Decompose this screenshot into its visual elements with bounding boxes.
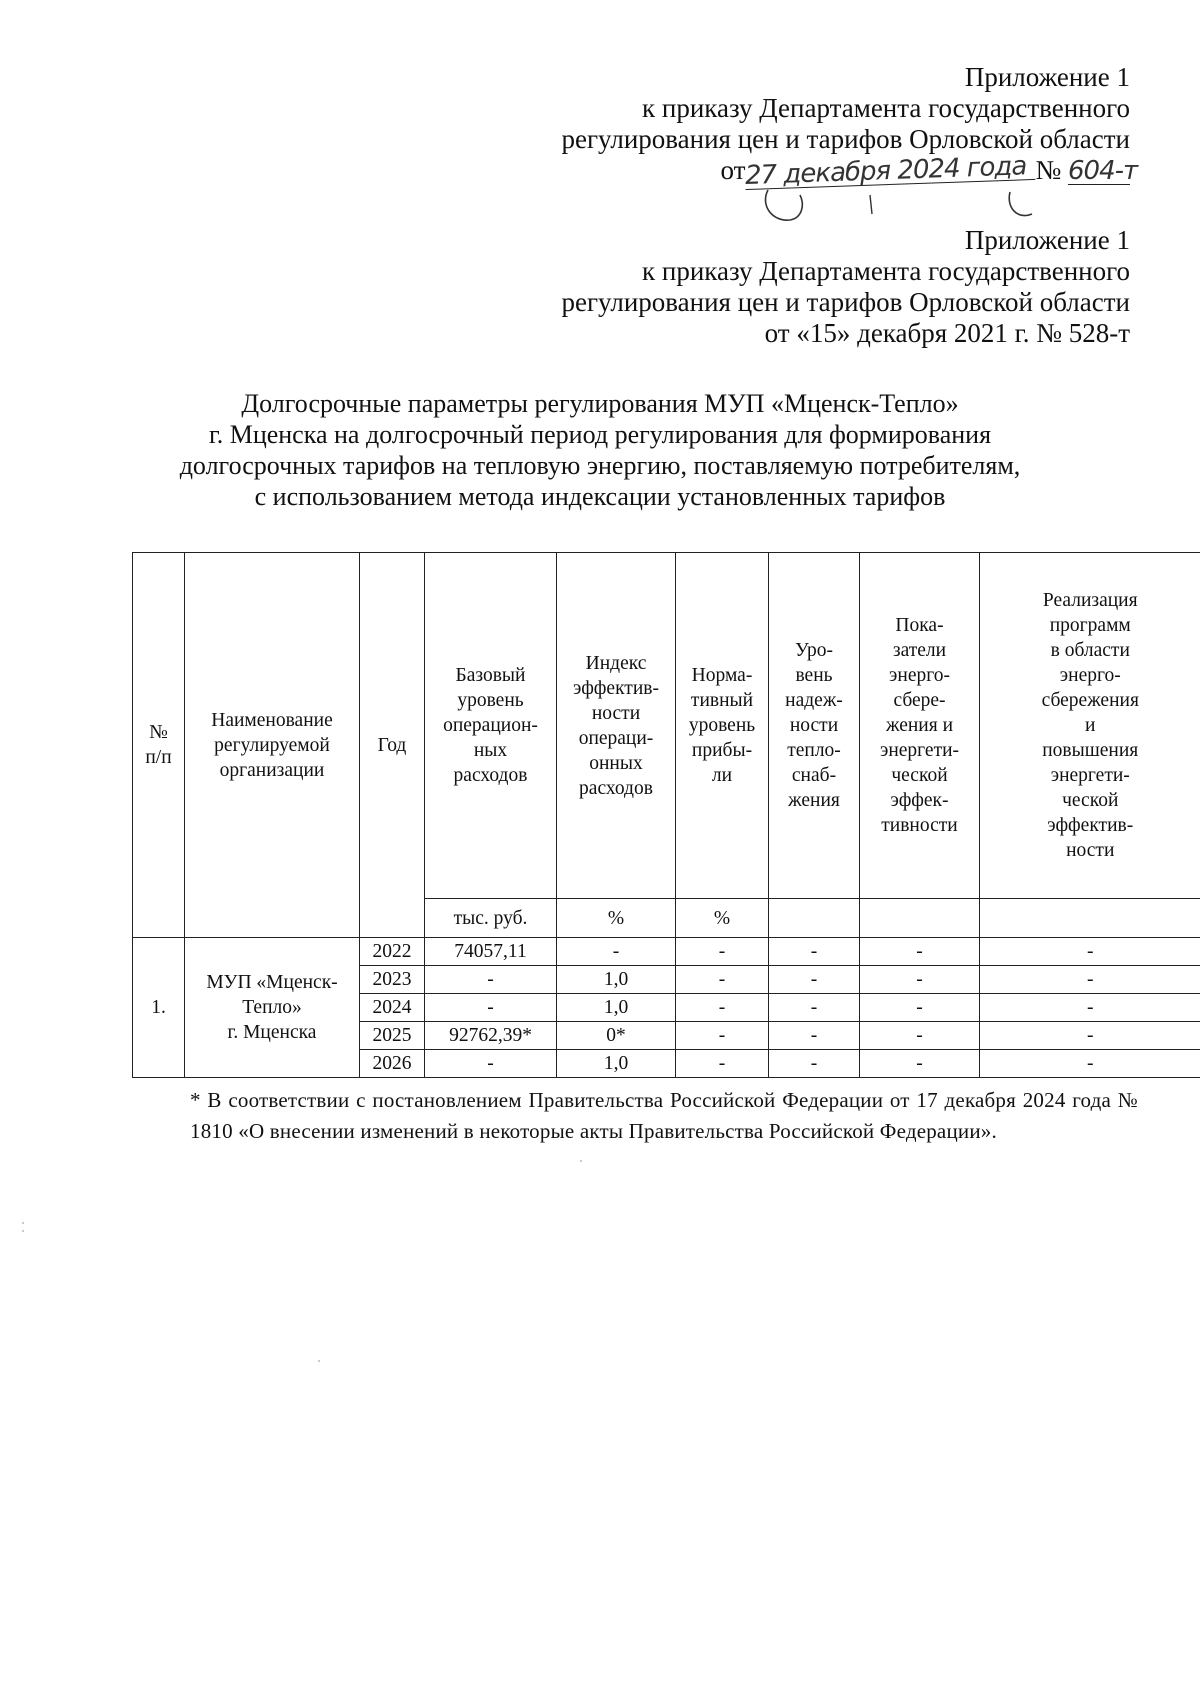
header-text-line: Индекс bbox=[585, 652, 647, 674]
header-text-line: операцион- bbox=[443, 715, 538, 736]
cell-reliability: - bbox=[769, 966, 860, 994]
header-text-line: повышения bbox=[1042, 740, 1139, 761]
header-text-line: тивности bbox=[881, 815, 958, 836]
unit-energy bbox=[860, 899, 980, 938]
unit-programs bbox=[980, 899, 1200, 938]
cell-year: 2024 bbox=[360, 994, 425, 1022]
header-text-line: уровень bbox=[688, 715, 756, 736]
cell-base: - bbox=[425, 966, 557, 994]
cell-profit: - bbox=[676, 966, 769, 994]
header-text-line: операци- bbox=[578, 727, 654, 749]
col-header-num bbox=[133, 553, 185, 938]
header-text-line: сбере- bbox=[893, 690, 946, 711]
header-text-line: жения bbox=[788, 790, 840, 811]
cell-programs: - bbox=[980, 1050, 1200, 1078]
organization-name-line: г. Мценска bbox=[227, 1022, 317, 1043]
col-header-profit bbox=[676, 553, 769, 899]
header-text-line: ности bbox=[591, 702, 641, 724]
cell-index: 1,0 bbox=[557, 966, 676, 994]
header-text-line: программ bbox=[1049, 615, 1131, 636]
cell-programs: - bbox=[980, 1022, 1200, 1050]
header-text-line: в области bbox=[1050, 640, 1130, 661]
header-text-line: № bbox=[149, 722, 168, 743]
annex-header-current bbox=[561, 62, 1138, 192]
col-header-energy-saving bbox=[860, 553, 980, 899]
annex-department: регулирования цен и тарифов Орловской области bbox=[561, 124, 1130, 154]
header-text-line: надеж- bbox=[785, 690, 843, 711]
header-text-line: сбережения bbox=[1041, 690, 1139, 711]
header-text-line: тепло- bbox=[787, 740, 841, 761]
cell-index: - bbox=[557, 938, 676, 966]
row-number: 1. bbox=[133, 938, 185, 1078]
prev-annex-title: Приложение 1 bbox=[964, 225, 1130, 255]
col-header-org bbox=[185, 553, 360, 938]
handwritten-date: 27 декабря 2024 года bbox=[745, 153, 1036, 190]
header-text-line: энергети- bbox=[879, 740, 960, 761]
header-text-line: тивный bbox=[690, 690, 754, 711]
footnote: * В соответствии с постановлением Правительства Российской Федерации от 17 декабря 2024 года № 1810 «О внесении изменений в некоторые акты Правительства Российской Федерации». bbox=[190, 1088, 1138, 1143]
header-text-line: вень bbox=[795, 665, 833, 686]
header-text-line: п/п bbox=[145, 747, 172, 768]
cell-profit: - bbox=[676, 1022, 769, 1050]
header-text-line: энерго- bbox=[1059, 665, 1121, 686]
header-text-line: Год bbox=[377, 734, 407, 756]
header-text-line: Базовый bbox=[455, 665, 526, 686]
header-text-line: регулируемой bbox=[214, 734, 330, 756]
header-text-line: расходов bbox=[453, 765, 528, 786]
cell-year: 2025 bbox=[360, 1022, 425, 1050]
cell-profit: - bbox=[676, 938, 769, 966]
header-text-line: и bbox=[1085, 715, 1096, 736]
cell-energy: - bbox=[860, 1022, 980, 1050]
header-text-line: жения и bbox=[885, 715, 954, 736]
title-line: долгосрочных тарифов на тепловую энергию, поставляемую потребителям, bbox=[179, 451, 1021, 480]
cell-energy: - bbox=[860, 994, 980, 1022]
unit-index: % bbox=[557, 899, 676, 938]
header-text-line: Норма- bbox=[691, 665, 753, 686]
header-text-line: Наименование bbox=[211, 709, 333, 731]
cell-index: 0* bbox=[557, 1022, 676, 1050]
header-text-line: прибы- bbox=[691, 740, 753, 761]
header-text-line: Пока- bbox=[895, 615, 944, 636]
header-text-line: Реализация bbox=[1042, 590, 1138, 611]
header-text-line: энерго- bbox=[889, 665, 950, 686]
header-text-line: эффектив- bbox=[1047, 815, 1134, 836]
col-header-base-opex bbox=[425, 553, 557, 899]
cell-reliability: - bbox=[769, 1022, 860, 1050]
unit-profit: % bbox=[676, 899, 769, 938]
date-prefix: от bbox=[720, 155, 746, 185]
title-line: с использованием метода индексации установленных тарифов bbox=[254, 482, 946, 511]
header-text-line: снаб- bbox=[791, 765, 837, 786]
cell-programs: - bbox=[980, 966, 1200, 994]
number-label: № bbox=[1035, 155, 1062, 185]
organization-name-line: МУП «Мценск- bbox=[206, 972, 338, 993]
annex-title: Приложение 1 bbox=[964, 62, 1130, 92]
scan-speck bbox=[580, 1160, 582, 1162]
cell-programs: - bbox=[980, 994, 1200, 1022]
header-text-line: энергети- bbox=[1050, 765, 1130, 786]
prev-annex-date: от «15» декабря 2021 г. № 528-т bbox=[764, 318, 1130, 348]
cell-base: 74057,11 bbox=[425, 938, 557, 966]
table-header-row bbox=[133, 553, 1200, 899]
cell-reliability: - bbox=[769, 938, 860, 966]
cell-reliability: - bbox=[769, 1050, 860, 1078]
scan-speck bbox=[318, 1360, 320, 1362]
col-header-reliability bbox=[769, 553, 860, 899]
header-text-line: уровень bbox=[457, 690, 524, 711]
header-text-line: эффектив- bbox=[573, 677, 659, 699]
cell-energy: - bbox=[860, 966, 980, 994]
header-text-line: ности bbox=[1066, 840, 1115, 861]
title-line: г. Мценска на долгосрочный период регулирования для формирования bbox=[208, 420, 992, 449]
unit-base: тыс. руб. bbox=[425, 899, 557, 938]
header-text-line: ческой bbox=[1062, 790, 1119, 811]
prev-annex-department: регулирования цен и тарифов Орловской области bbox=[561, 287, 1130, 317]
cell-programs: - bbox=[980, 938, 1200, 966]
header-text-line: организации bbox=[219, 759, 325, 781]
table-row bbox=[133, 938, 1200, 966]
header-text-line: ности bbox=[789, 715, 839, 736]
header-text-line: ных bbox=[473, 740, 508, 761]
header-text-line: онных bbox=[589, 752, 643, 774]
header-text-line: затели bbox=[892, 640, 947, 661]
cell-energy: - bbox=[860, 1050, 980, 1078]
organization-name-line: Тепло» bbox=[242, 997, 302, 1018]
col-header-year bbox=[360, 553, 425, 938]
scan-speck bbox=[22, 1230, 24, 1232]
cell-year: 2023 bbox=[360, 966, 425, 994]
col-header-efficiency-index bbox=[557, 553, 676, 899]
scan-speck bbox=[22, 1222, 24, 1224]
header-text-line: эффек- bbox=[890, 790, 949, 811]
cell-index: 1,0 bbox=[557, 994, 676, 1022]
cell-profit: - bbox=[676, 994, 769, 1022]
header-text-line: ческой bbox=[891, 765, 948, 786]
parameters-table bbox=[132, 552, 1200, 1078]
table-body bbox=[133, 938, 1200, 1078]
cell-base: 92762,39* bbox=[425, 1022, 557, 1050]
cell-year: 2026 bbox=[360, 1050, 425, 1078]
organization-name bbox=[185, 938, 360, 1078]
cell-profit: - bbox=[676, 1050, 769, 1078]
annex-order-ref: к приказу Департамента государственного bbox=[642, 93, 1130, 123]
cell-reliability: - bbox=[769, 994, 860, 1022]
prev-annex-order-ref: к приказу Департамента государственного bbox=[642, 256, 1130, 286]
cell-year: 2022 bbox=[360, 938, 425, 966]
cell-base: - bbox=[425, 1050, 557, 1078]
header-text-line: Уро- bbox=[794, 640, 834, 661]
document-title bbox=[120, 388, 1080, 512]
cell-base: - bbox=[425, 994, 557, 1022]
cell-index: 1,0 bbox=[557, 1050, 676, 1078]
header-text-line: расходов bbox=[579, 777, 653, 799]
annex-date-line bbox=[561, 151, 1138, 192]
annex-header-previous bbox=[561, 225, 1130, 349]
cell-energy: - bbox=[860, 938, 980, 966]
unit-reliability bbox=[769, 899, 860, 938]
title-line: Долгосрочные параметры регулирования МУП «Мценск-Тепло» bbox=[241, 389, 959, 418]
header-text-line: ли bbox=[711, 765, 733, 786]
col-header-programs bbox=[980, 553, 1200, 899]
handwritten-number: 604-т bbox=[1068, 156, 1138, 186]
